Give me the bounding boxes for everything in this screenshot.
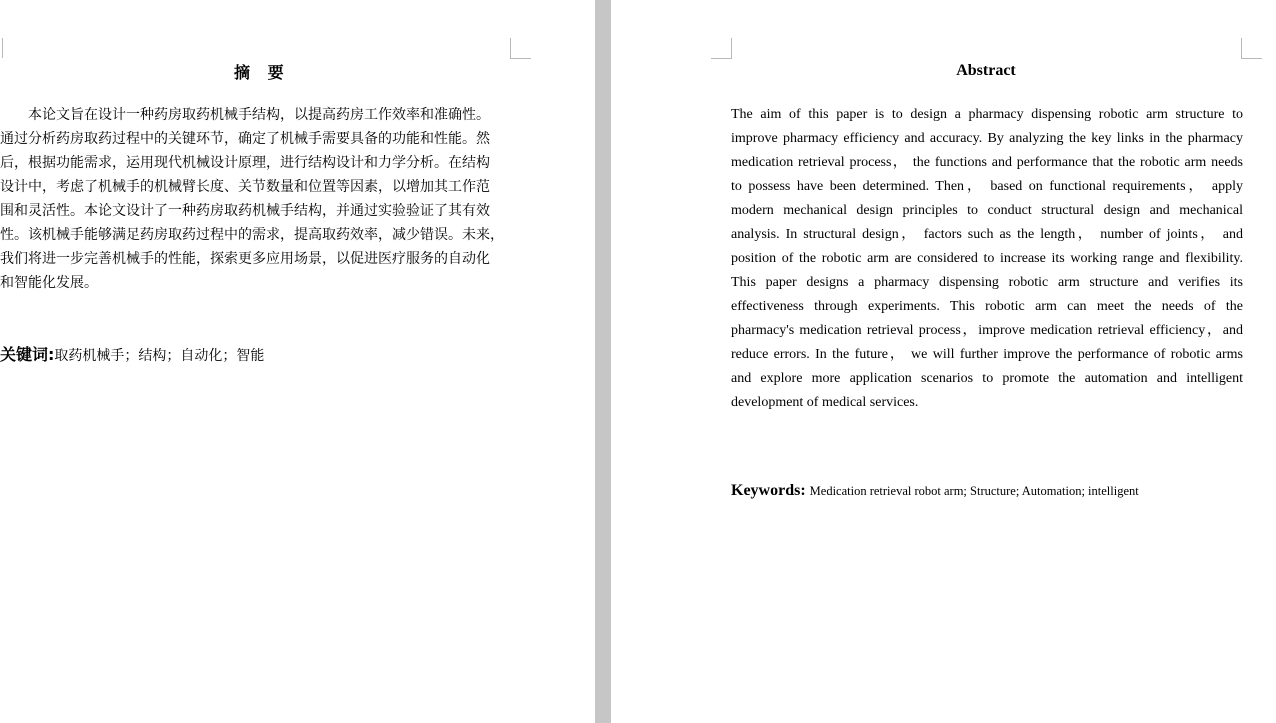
page-left: [0, 0, 595, 723]
english-abstract-line: This paper designs a pharmacy dispensing robotic arm structure and verifies its: [731, 275, 1243, 290]
chinese-abstract-line: 通过分析药房取药过程中的关键环节，确定了机械手需要具备的功能和性能。然: [0, 131, 490, 147]
chinese-abstract-line: 设计中，考虑了机械手的机械臂长度、关节数量和位置等因素，以增加其工作范: [0, 179, 490, 195]
english-abstract-title: Abstract: [956, 62, 1016, 79]
english-keywords-value: Medication retrieval robot arm; Structure; Automation; intelligent: [809, 484, 1139, 498]
english-abstract-line: pharmacy's medication retrieval process，improve medication retrieval efficiency，and: [731, 323, 1243, 338]
chinese-abstract-title: 摘 要: [234, 63, 290, 82]
chinese-keywords-value: 取药机械手；结构；自动化；智能: [54, 348, 265, 364]
chinese-keywords: [0, 343, 264, 368]
english-keywords: [731, 482, 1139, 500]
english-keywords-label: Keywords:: [731, 482, 806, 499]
page-right: [611, 0, 1276, 723]
english-abstract-line: and explore more application scenarios to promote the automation and intelligent: [731, 371, 1243, 386]
english-abstract-line: The aim of this paper is to design a pharmacy dispensing robotic arm structure to: [731, 107, 1243, 122]
chinese-abstract-line: 围和灵活性。本论文设计了一种药房取药机械手结构，并通过实验验证了其有效: [0, 203, 490, 219]
chinese-abstract-line: 我们将进一步完善机械手的性能，探索更多应用场景，以促进医疗服务的自动化: [0, 251, 490, 267]
corner-mark-top-right: [1241, 38, 1262, 59]
english-abstract-line: modern mechanical design principles to conduct structural design and mechanical: [731, 203, 1243, 218]
corner-mark-top-left: [711, 38, 732, 59]
chinese-abstract-line: 和智能化发展。: [0, 275, 98, 291]
chinese-abstract-line: 后，根据功能需求，运用现代机械设计原理，进行结构设计和力学分析。在结构: [0, 155, 490, 171]
page-gutter: [595, 0, 611, 723]
english-abstract-line: to possess have been determined. Then， based on functional requirements， apply: [731, 179, 1243, 194]
english-abstract-line: improve pharmacy efficiency and accuracy. By analyzing the key links in the pharmacy: [731, 131, 1243, 146]
english-abstract-line: effectiveness through experiments. This robotic arm can meet the needs of the: [731, 299, 1243, 314]
chinese-abstract-line: 性。该机械手能够满足药房取药过程中的需求，提高取药效率，减少错误。未来，: [0, 227, 504, 243]
english-abstract-line: position of the robotic arm are considered to increase its working range and flexibility.: [731, 251, 1243, 266]
english-abstract-line: reduce errors. In the future， we will further improve the performance of robotic arms: [731, 347, 1243, 362]
corner-mark-top-left: [0, 38, 3, 58]
corner-mark-top-right: [510, 38, 531, 59]
english-abstract-line: development of medical services.: [731, 395, 919, 410]
chinese-keywords-label: 关键词:: [0, 345, 55, 364]
chinese-abstract-line: 本论文旨在设计一种药房取药机械手结构，以提高药房工作效率和准确性。: [28, 107, 490, 123]
english-abstract-line: medication retrieval process， the functions and performance that the robotic arm needs: [731, 155, 1243, 170]
english-abstract-line: analysis. In structural design， factors such as the length， number of joints， and: [731, 227, 1243, 242]
